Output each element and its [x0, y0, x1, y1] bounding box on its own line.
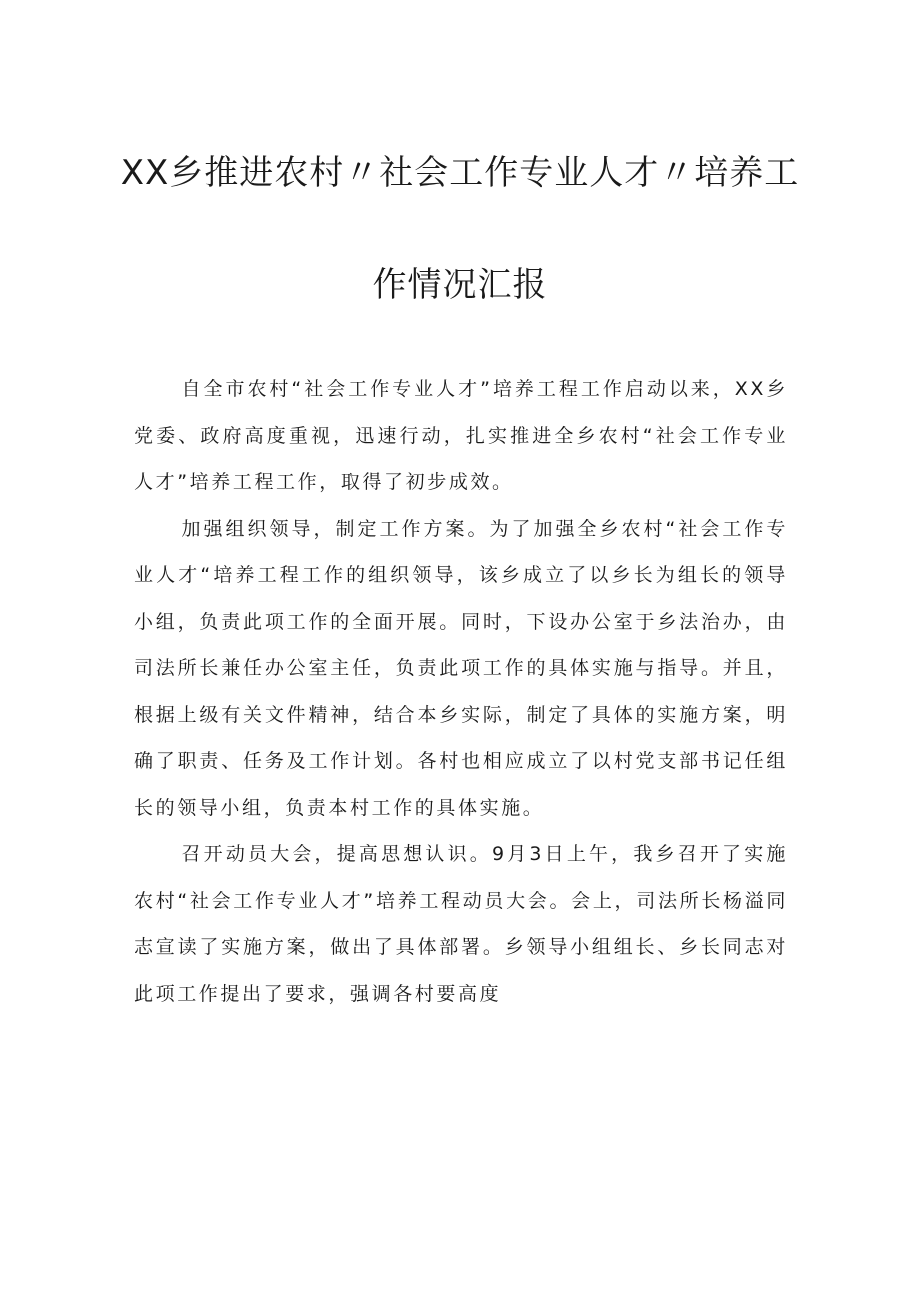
document-body [134, 366, 788, 1017]
paragraph-mobilization: 召开动员大会，提高思想认识。9月3日上午，我乡召开了实施农村“社会工作专业人才”培养工程动员大会。会上，司法所长杨溢同志宣读了实施方案，做出了具体部署。乡领导小组组长、乡长同志对此项工作提出了要求，强调各村要高度 [134, 843, 788, 1005]
document-title-line-2: 作情况汇报 [372, 265, 548, 305]
paragraph-organization: 加强组织领导，制定工作方案。为了加强全乡农村“社会工作专业人才“培养工程工作的组织领导，该乡成立了以乡长为组长的领导小组，负责此项工作的全面开展。同时，下设办公室于乡法治办，由司法所长兼任办公室主任，负责此项工作的具体实施与指导。并且，根据上级有关文件精神，结合本乡实际，制定了具体的实施方案，明确了职责、任务及工作计划。各村也相应成立了以村党支部书记任组长的领导小组，负责本村工作的具体实施。 [134, 517, 788, 819]
paragraph-intro: 自全市农村“社会工作专业人才”培养工程工作启动以来，XX乡党委、政府高度重视，迅速行动，扎实推进全乡农村“社会工作专业人才”培养工程工作，取得了初步成效。 [134, 378, 788, 493]
document-title-line-1: XX乡推进农村〃社会工作专业人才〃培养工 [120, 153, 800, 193]
